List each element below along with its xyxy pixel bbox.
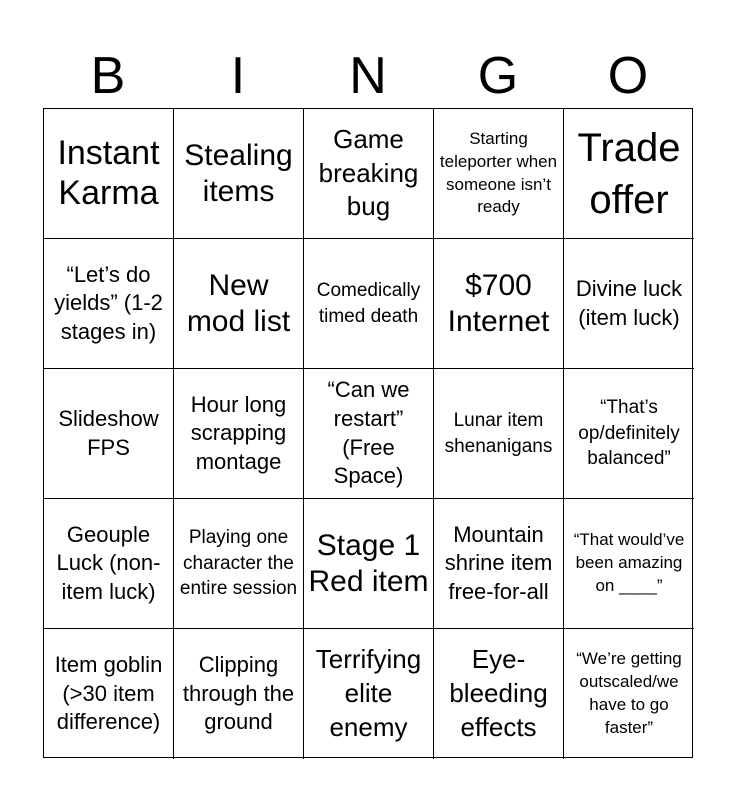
bingo-cell[interactable]: Terrifying elite enemy [304, 629, 434, 759]
header-letter-i: I [230, 47, 246, 105]
bingo-header [43, 44, 693, 108]
bingo-cell[interactable]: Trade offer [564, 109, 694, 239]
bingo-cell[interactable]: Slideshow FPS [44, 369, 174, 499]
bingo-cell[interactable]: “We’re getting outscaled/we have to go faster” [576, 649, 682, 737]
bingo-cell[interactable]: Item goblin (>30 item difference) [44, 629, 174, 759]
bingo-cell[interactable]: Clipping through the ground [174, 629, 304, 759]
bingo-cell[interactable]: Mountain shrine item free-for-all [434, 499, 564, 629]
bingo-cell[interactable]: Eye-bleeding effects [434, 629, 564, 759]
bingo-cell[interactable]: Geouple Luck (non-item luck) [44, 499, 174, 629]
bingo-cell[interactable]: Game breaking bug [304, 109, 434, 239]
bingo-cell[interactable]: “Can we restart” (Free Space) [304, 369, 434, 499]
header-letter-b: B [90, 47, 126, 105]
header-letter-g: G [477, 47, 519, 105]
header-letter-n: N [349, 47, 387, 105]
bingo-cell[interactable]: Playing one character the entire session [174, 499, 304, 629]
bingo-cell[interactable]: Starting teleporter when someone isn’t ready [434, 109, 564, 239]
bingo-cell[interactable]: Stage 1 Red item [304, 499, 434, 629]
bingo-cell[interactable]: New mod list [174, 239, 304, 369]
bingo-cell[interactable]: “Let’s do yields” (1-2 stages in) [44, 239, 174, 369]
bingo-cell[interactable]: “That would’ve been amazing on ____” [564, 499, 694, 629]
bingo-cell[interactable]: Lunar item shenanigans [434, 369, 564, 499]
bingo-cell[interactable]: Hour long scrapping montage [174, 369, 304, 499]
bingo-cell[interactable]: Divine luck (item luck) [564, 239, 694, 369]
bingo-cell[interactable]: Comedically timed death [304, 239, 434, 369]
bingo-cell[interactable]: “That’s op/definitely balanced” [564, 369, 694, 499]
bingo-grid [43, 108, 693, 758]
header-letter-o: O [607, 47, 649, 105]
bingo-cell[interactable]: Stealing items [174, 109, 304, 239]
bingo-cell[interactable]: $700 Internet [434, 239, 564, 369]
bingo-cell[interactable]: Instant Karma [44, 109, 174, 239]
